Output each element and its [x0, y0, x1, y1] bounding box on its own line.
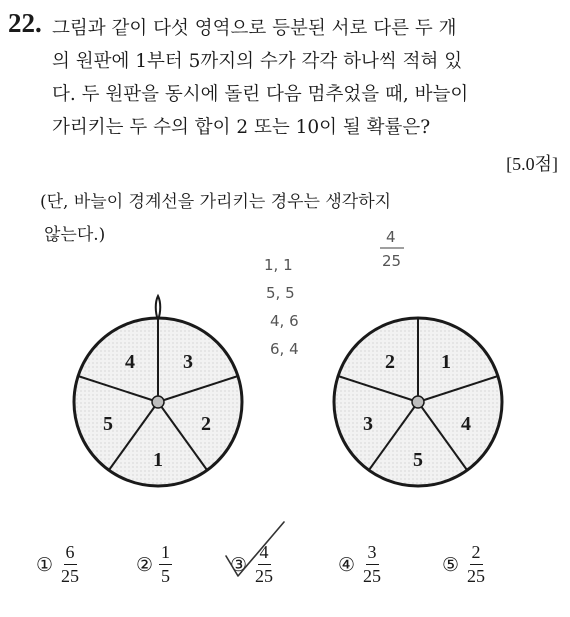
- choice-marker: ①: [36, 553, 54, 576]
- choice-2[interactable]: [136, 542, 172, 587]
- choice-5[interactable]: [442, 542, 487, 587]
- spinner-hub: [412, 396, 424, 408]
- fraction-numerator: 4: [258, 542, 271, 565]
- handwritten-pair: 5, 5: [266, 284, 295, 302]
- choice-marker: ②: [136, 553, 154, 576]
- fraction-numerator: 6: [64, 542, 77, 565]
- handwritten-fraction-num: 4: [386, 230, 396, 246]
- fraction-numerator: 3: [366, 542, 379, 565]
- question-number: 22.: [8, 8, 42, 38]
- choice-marker: ⑤: [442, 553, 460, 576]
- stem-line: 다. 두 원판을 동시에 돌린 다음 멈추었을 때, 바늘이: [52, 84, 469, 105]
- fraction-denominator: 25: [467, 566, 486, 586]
- score-label: [5.0점]: [506, 154, 558, 174]
- section-number: 4: [461, 413, 471, 435]
- choice-fraction: [159, 542, 172, 587]
- choice-marker: ④: [338, 553, 356, 576]
- section-number: 1: [441, 351, 451, 373]
- fraction-numerator: 1: [159, 542, 172, 565]
- choice-fraction: [465, 542, 487, 587]
- fraction-denominator: 5: [161, 566, 171, 586]
- note-line: (단, 바늘이 경계선을 가리키는 경우는 생각하지: [40, 192, 392, 212]
- handwritten-pair: 6, 4: [270, 340, 299, 358]
- section-number: 2: [201, 413, 211, 435]
- section-number: 5: [413, 449, 423, 471]
- section-number: 3: [363, 413, 373, 435]
- handwritten-pair: 1, 1: [264, 256, 293, 274]
- fraction-numerator: 2: [470, 542, 483, 565]
- section-number: 5: [103, 413, 113, 435]
- question-stem: [52, 12, 562, 144]
- right-spinner: [334, 318, 502, 486]
- spinner-hub: [152, 396, 164, 408]
- fraction-denominator: 25: [363, 566, 382, 586]
- handwritten-check-icon: [222, 520, 292, 580]
- stem-line: 가리키는 두 수의 합이 2 또는 10이 될 확률은?: [52, 117, 431, 138]
- choice-fraction: [361, 542, 383, 587]
- left-spinner: [74, 296, 242, 486]
- handwritten-pair: 4, 6: [270, 312, 299, 330]
- section-number: 4: [125, 351, 135, 373]
- choice-fraction: [59, 542, 81, 587]
- choice-marker: ③: [230, 553, 248, 576]
- section-number: 2: [385, 351, 395, 373]
- section-number: 3: [183, 351, 193, 373]
- stem-line: 의 원판에 1부터 5까지의 수가 각각 하나씩 적혀 있: [52, 51, 463, 72]
- section-number: 1: [153, 449, 163, 471]
- fraction-denominator: 25: [255, 566, 274, 586]
- note-line: 않는다.): [44, 225, 106, 245]
- choice-1[interactable]: [36, 542, 81, 587]
- spinners-figure: [0, 230, 570, 530]
- choice-4[interactable]: [338, 542, 383, 587]
- stem-line: 그림과 같이 다섯 영역으로 등분된 서로 다른 두 개: [52, 18, 457, 39]
- handwritten-fraction-den: 25: [382, 252, 402, 270]
- fraction-denominator: 25: [61, 566, 80, 586]
- needle-icon: [156, 296, 161, 320]
